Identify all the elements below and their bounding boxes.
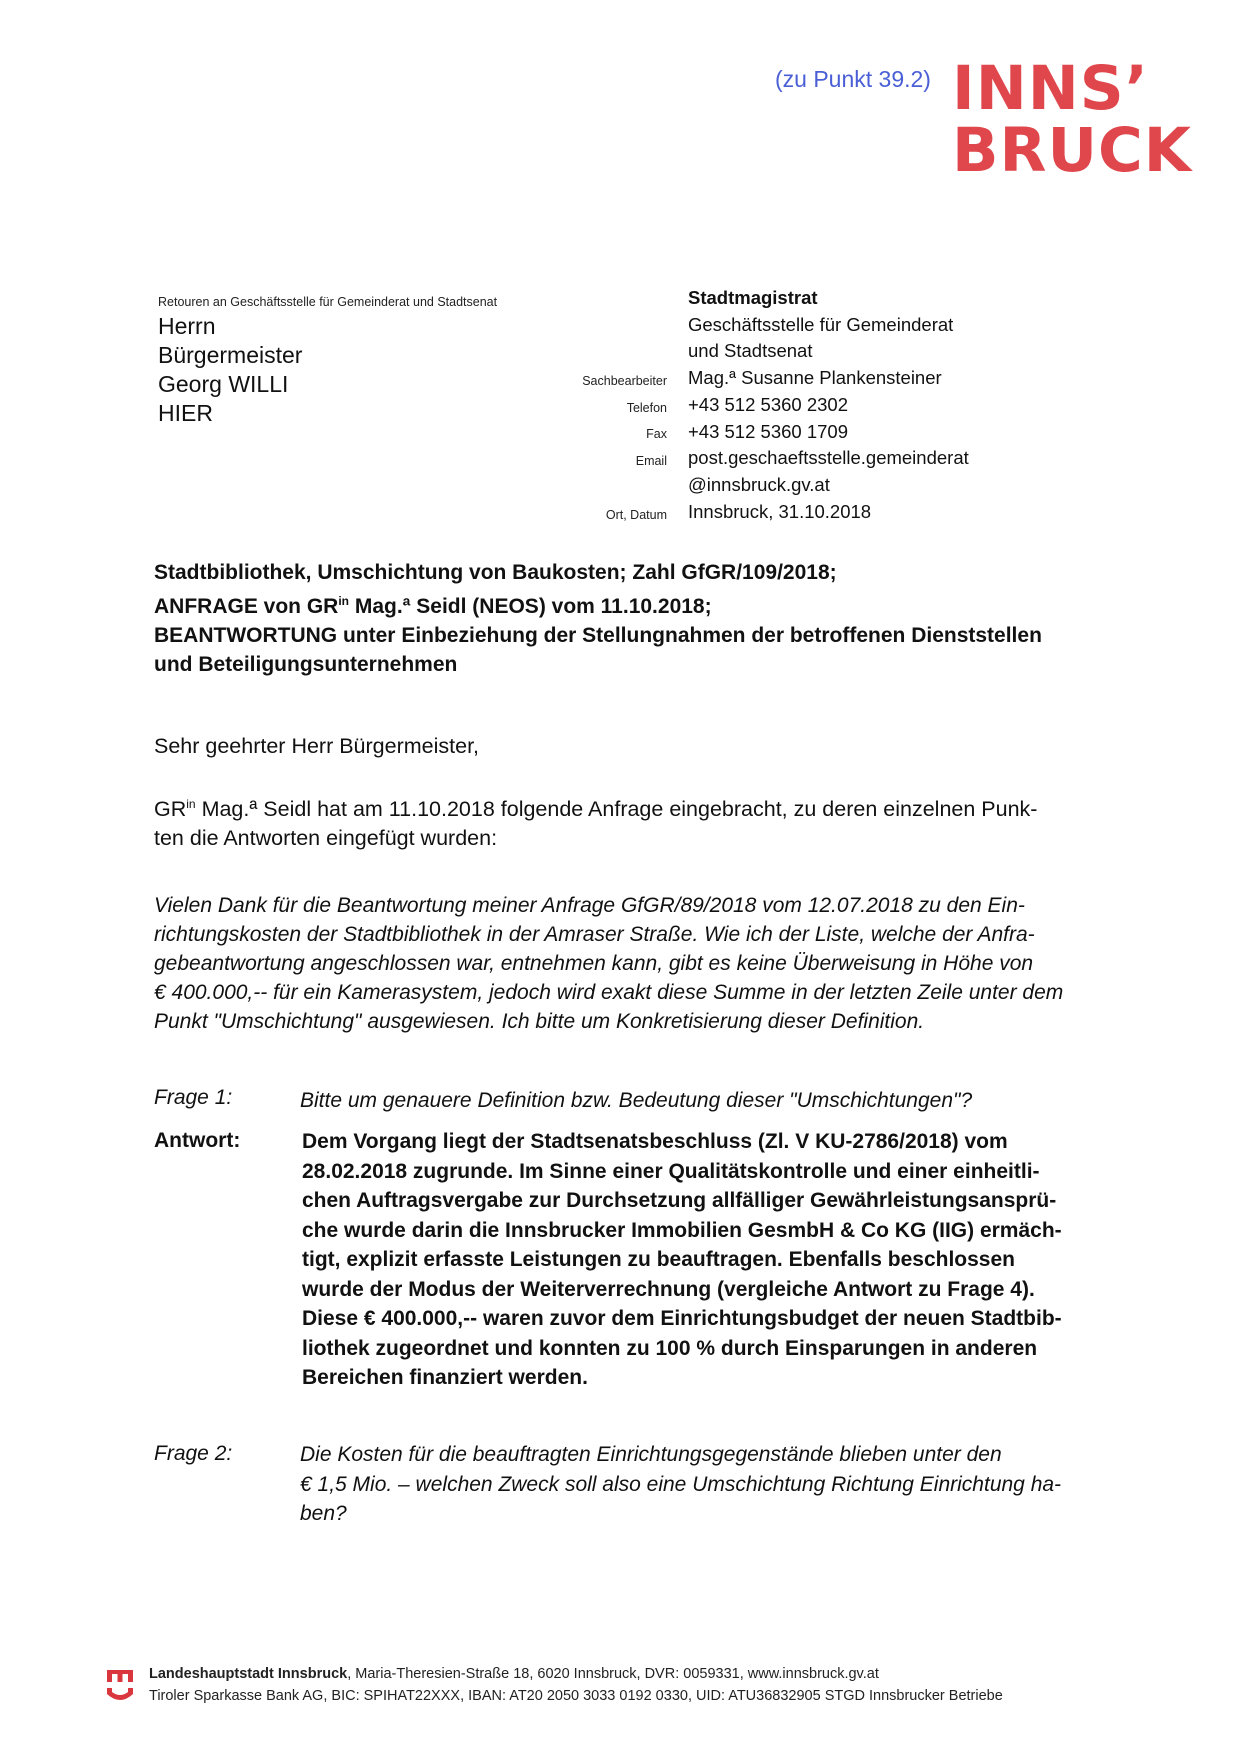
fax-label: Fax <box>646 427 667 442</box>
subject-block <box>154 558 1144 679</box>
subject-gr: ANFRAGE von GR <box>154 595 339 618</box>
subject-line-3: BEANTWORTUNG unter Einbeziehung der Stellungnahmen der betroffenen Dienststellen <box>154 624 1042 647</box>
answer-line: tigt, explizit erfasste Leistungen zu beauftragen. Ebenfalls beschlossen <box>302 1248 1015 1271</box>
subject-line-2-rest: Mag.ª Seidl (NEOS) vom 11.10.2018; <box>349 595 712 618</box>
phone-value: +43 512 5360 2302 <box>688 393 848 415</box>
intro-line-2: ten die Antworten eingefügt wurden: <box>154 826 498 851</box>
question-1-text: Bitte um genauere Definition bzw. Bedeutung dieser "Umschichtungen"? <box>300 1089 973 1112</box>
question-2-label: Frage 2: <box>154 1442 233 1465</box>
clerk-value: Mag.ª Susanne Plankensteiner <box>688 367 942 389</box>
intro-line-1-rest: Mag.ª Seidl hat am 11.10.2018 folgende Anfrage eingebracht, zu deren einzelnen Punk- <box>195 797 1038 822</box>
footer-line-2: Tiroler Sparkasse Bank AG, BIC: SPIHAT22XXX, IBAN: AT20 2050 3033 0192 0330, UID: ATU36832905 STGD Innsbrucker Betriebe <box>149 1688 1003 1704</box>
reference-note: (zu Punkt 39.2) <box>775 66 931 92</box>
logo-line-2: BRUCK <box>952 115 1193 186</box>
city-emblem-icon <box>106 1668 134 1704</box>
footer <box>102 1660 1202 1720</box>
answer-line: che wurde darin die Innsbrucker Immobilien GesmbH & Co KG (IIG) ermäch- <box>302 1218 1062 1242</box>
subject-line-1: Stadtbibliothek, Umschichtung von Baukosten; Zahl GfGR/109/2018; <box>154 561 837 584</box>
email-value-2[interactable]: @innsbruck.gv.at <box>688 473 830 495</box>
return-address-line: Retouren an Geschäftsstelle für Gemeinderat und Stadtsenat <box>158 295 498 309</box>
recipient-line: Herrn <box>158 313 216 339</box>
phone-label: Telefon <box>626 400 667 415</box>
quote-line: richtungskosten der Stadtbibliothek in der Amraser Straße. Wie ich der Liste, welche der Anfra- <box>154 923 1035 946</box>
quote-line: Vielen Dank für die Beantwortung meiner Anfrage GfGR/89/2018 vom 12.07.2018 zu den Ein- <box>154 894 1025 917</box>
intro-gr: GR <box>154 797 187 822</box>
sender-block <box>688 285 969 525</box>
question-2-line: € 1,5 Mio. – welchen Zweck soll also eine Umschichtung Richtung Einrichtung ha- <box>300 1472 1062 1496</box>
intro-paragraph <box>154 790 1144 853</box>
email-label: Email <box>635 454 667 469</box>
answer-line: 28.02.2018 zugrunde. Im Sinne einer Qualitätskontrolle und einer einheitli- <box>302 1159 1040 1183</box>
question-2-line: Die Kosten für die beauftragten Einrichtungsgegenstände blieben unter den <box>300 1443 1002 1466</box>
subject-line-2 <box>154 587 1144 621</box>
salutation: Sehr geehrter Herr Bürgermeister, <box>154 734 480 758</box>
recipient-line: Georg WILLI <box>158 371 289 397</box>
answer-1-text <box>302 1127 1142 1393</box>
sender-org: Stadtmagistrat <box>688 287 818 308</box>
quote-line: gebeantwortung angeschlossen war, entnehmen kann, gibt es keine Überweisung in Höhe von <box>154 952 1034 975</box>
answer-line: Bereichen finanziert werden. <box>302 1366 588 1389</box>
date-value: Innsbruck, 31.10.2018 <box>688 500 872 522</box>
answer-1-label: Antwort: <box>154 1129 241 1152</box>
recipient-line: Bürgermeister <box>158 342 303 368</box>
date-label: Ort, Datum <box>605 507 667 522</box>
footer-line-1 <box>149 1666 879 1682</box>
recipient-address <box>158 312 302 428</box>
clerk-label: Sachbearbeiter <box>582 374 667 388</box>
fax-value: +43 512 5360 1709 <box>688 420 848 442</box>
answer-line: Dem Vorgang liegt der Stadtsenatsbeschluss (Zl. V KU-2786/2018) vom <box>302 1130 1008 1153</box>
question-1-label: Frage 1: <box>154 1086 233 1109</box>
sender-dept-1: Geschäftsstelle für Gemeinderat <box>688 313 954 335</box>
sender-dept-2: und Stadtsenat <box>688 340 813 362</box>
intro-line-1 <box>154 790 1144 824</box>
inquiry-quote <box>154 891 1144 1036</box>
intro-gr-sup: in <box>186 797 196 811</box>
recipient-line: HIER <box>158 400 213 426</box>
logo-line-1: INNS’ <box>952 53 1149 124</box>
question-2-text <box>300 1440 1140 1529</box>
footer-address: , Maria-Theresien-Straße 18, 6020 Innsbruck, DVR: 0059331, www.innsbruck.gv.at <box>347 1666 879 1682</box>
answer-line: Diese € 400.000,-- waren zuvor dem Einrichtungsbudget der neuen Stadtbib- <box>302 1307 1062 1330</box>
footer-city: Landeshauptstadt Innsbruck <box>149 1666 348 1682</box>
email-value-1[interactable]: post.geschaeftsstelle.gemeinderat <box>688 447 969 469</box>
answer-line: chen Auftragsvergabe zur Durchsetzung allfälliger Gewährleistungsansprü- <box>302 1189 1057 1212</box>
answer-line: wurde der Modus der Weiterverrechnung (vergleiche Antwort zu Frage 4). <box>302 1277 1035 1301</box>
quote-line: € 400.000,-- für ein Kamerasystem, jedoch wird exakt diese Summe in der letzten Zeile unter dem <box>154 981 1064 1004</box>
question-2-line: ben? <box>300 1502 347 1525</box>
subject-line-4: und Beteiligungsunternehmen <box>154 653 458 676</box>
quote-line: Punkt "Umschichtung" ausgewiesen. Ich bitte um Konkretisierung dieser Definition. <box>154 1010 925 1033</box>
subject-gr-sup: in <box>338 594 350 608</box>
answer-line: liothek zugeordnet und konnten zu 100 % durch Einsparungen in anderen <box>302 1336 1038 1360</box>
innsbruck-logo <box>952 53 1193 186</box>
